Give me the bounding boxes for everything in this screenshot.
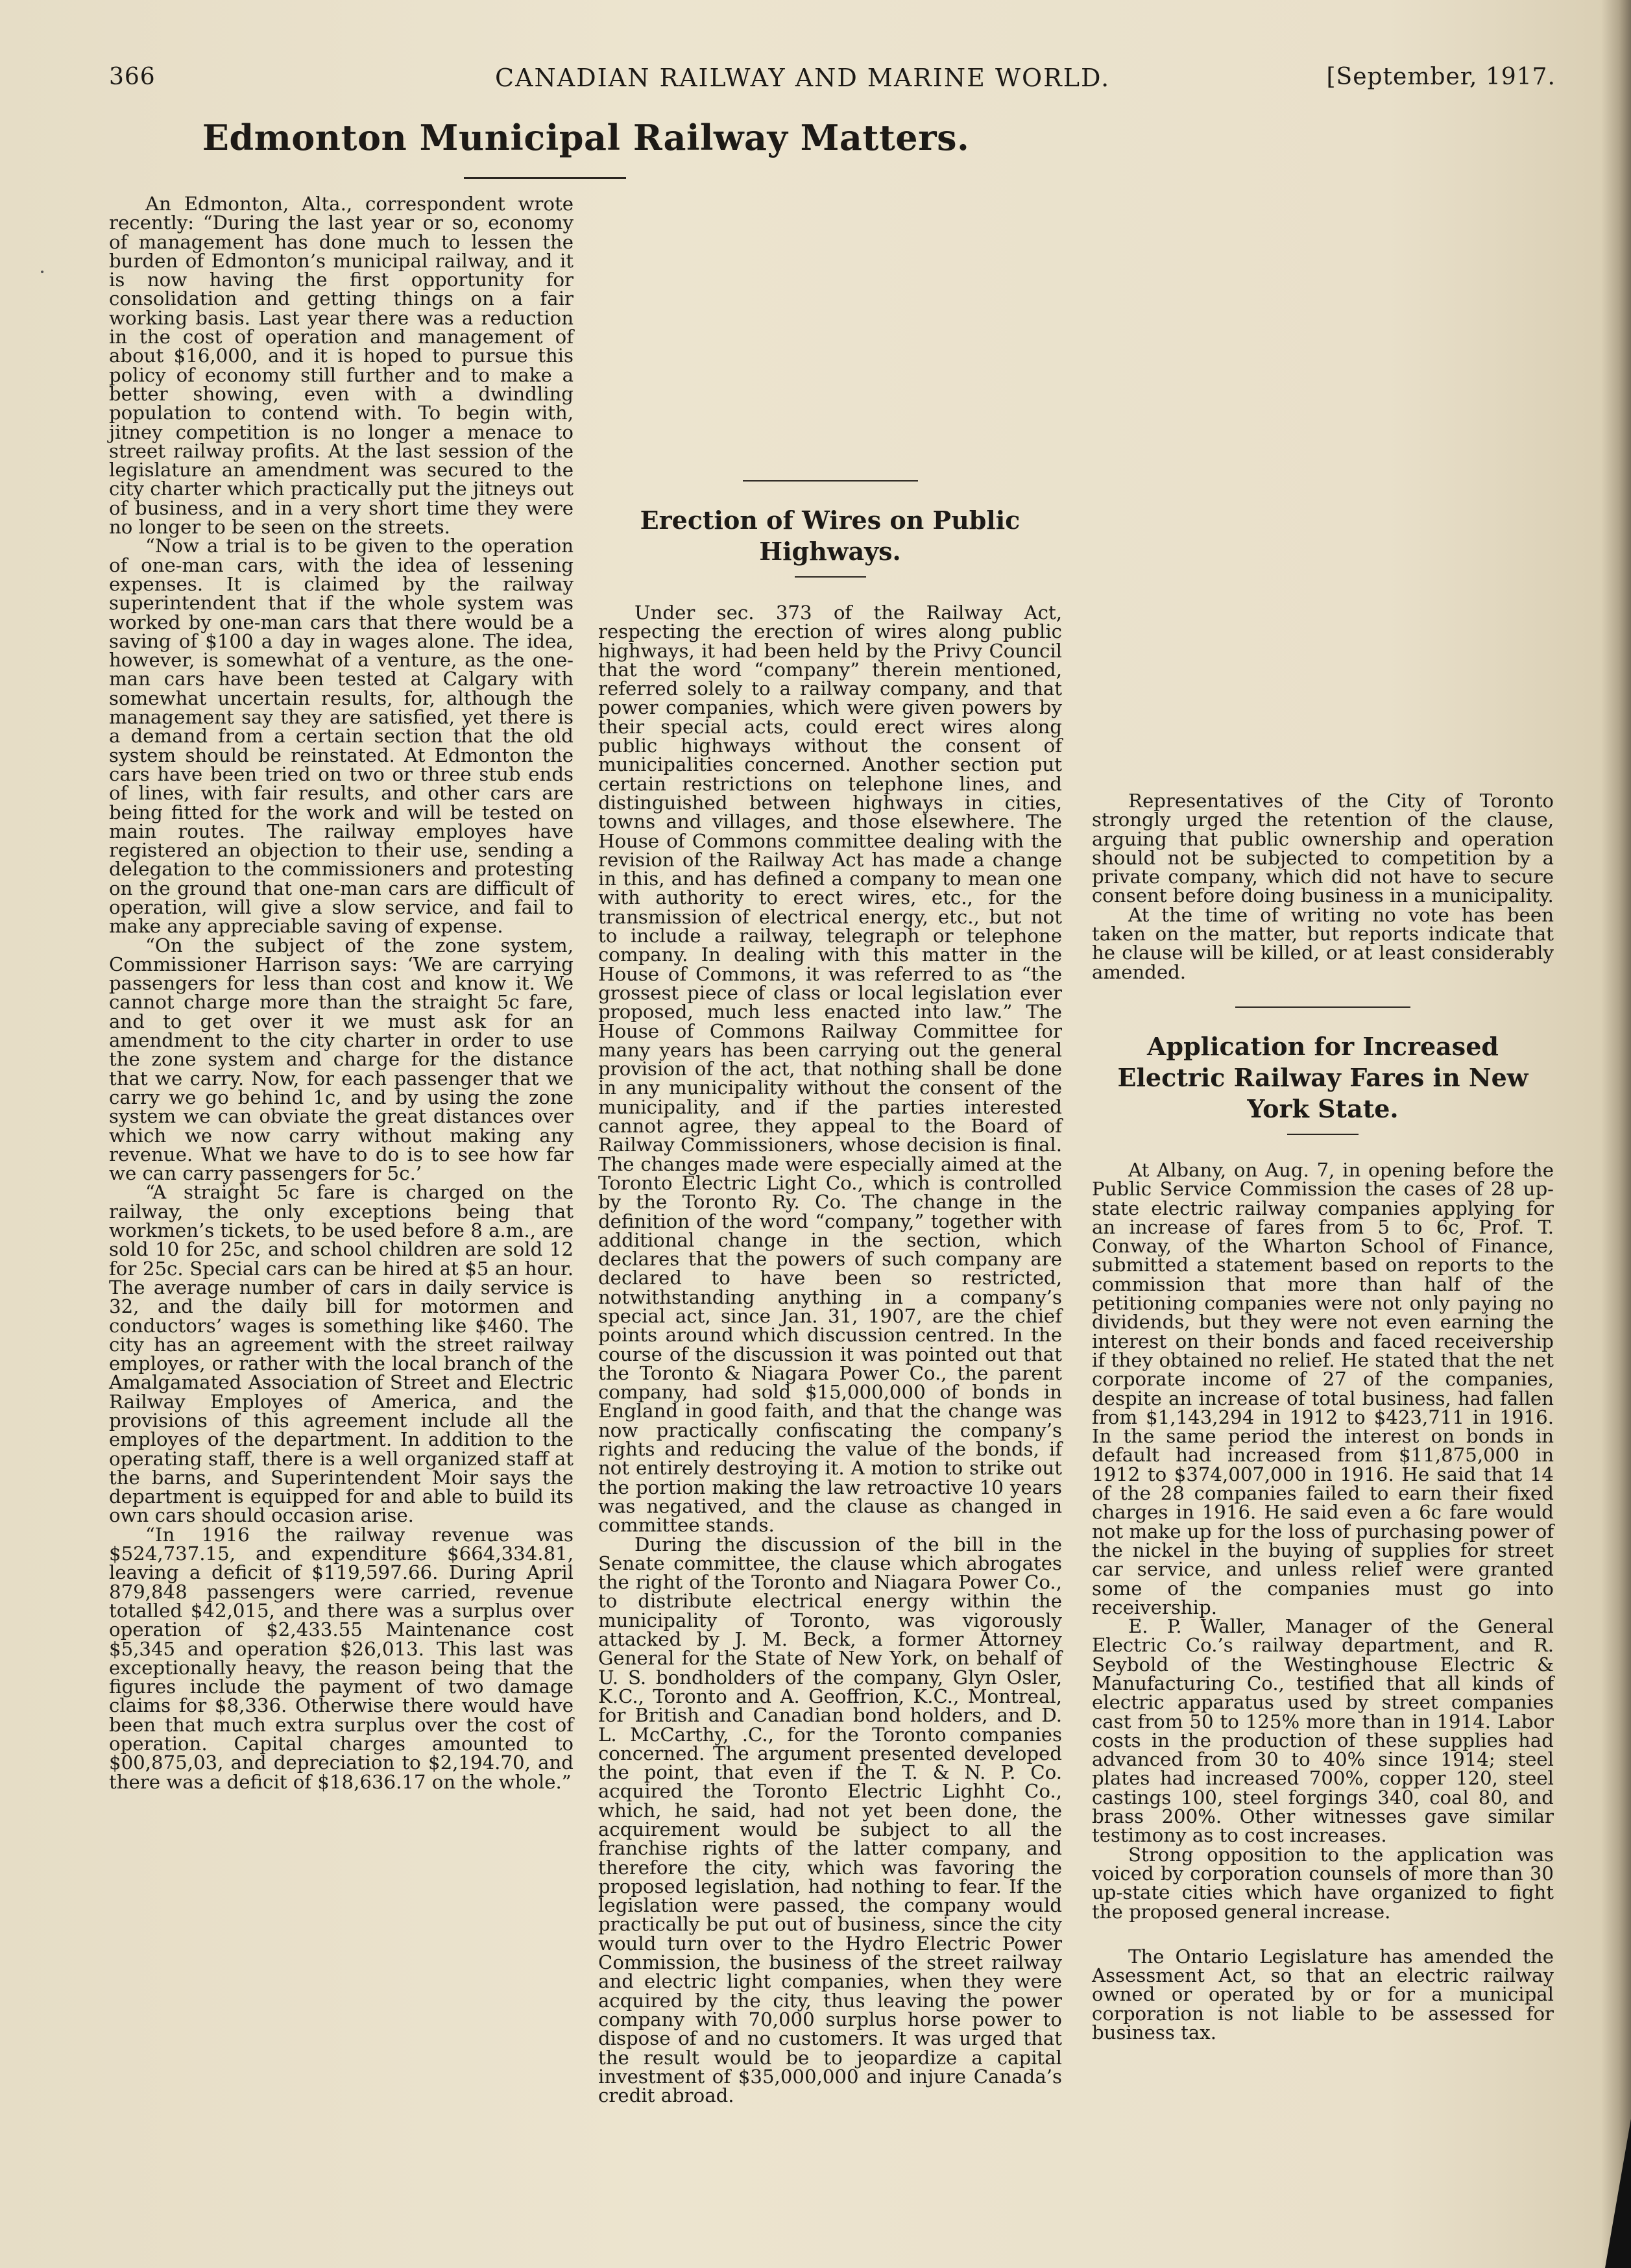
column-3 [1092, 110, 1554, 2042]
article1-paragraph-3: “On the subject of the zone system, Commissioner Harrison says: ‘We are carrying passengers for less than cost and know it. We cannot charge more than the straight 5c fare, and to get over it we must ask for an amendment to the city charter in order to use the zone system and charge for the distance that we carry. Now, for each passenger that we carry we go behind 1c, and by using the zone system we can obviate the great distances over which we now carry without making any revenue. What we have to do is to see how far we can carry passengers for 5c.’ [109, 934, 574, 1185]
publication-title: CANADIAN RAILWAY AND MARINE WORLD. [495, 64, 1111, 92]
article1-paragraph-1: An Edmonton, Alta., correspondent wrote recently: “During the last year or so, economy of management has done much to lessen the burden of Edmonton’s municipal railway, and it is now having the first opportunity for consolidation and getting things on a fair working basis. Last year there was a reduction in the cost of operation and management of about $16,000, and it is hoped to pursue this policy of economy still further and to make a better showing, even with a dwindling population to contend with. To begin with, jitney competition is no longer a menace to street railway profits. At the last session of the legislature an amendment was secured to the city charter which practically put the jitneys out of business, and in a very short time they were no longer to be seen on the streets. [109, 193, 574, 539]
subtitle-rule [1287, 1134, 1359, 1135]
section-divider [1235, 1006, 1410, 1008]
running-header [109, 52, 1556, 91]
article1-paragraph-5: “In 1916 the railway revenue was $524,737.15, and expenditure $664,334.81, leaving a deficit of $119,597.66. During April 879,848 passengers were carried, revenue totalled $42,015, and there was a surplus over operation of $2,433.55 Maintenance cost $5,345 and operation $26,013. This last was exceptionally heavy, the reason being that the figures include the payment of two damage claims for $8,336. Otherwise there would have been that much extra surplus over the cost of operation. Capital charges amounted to $00,875,03, and depreciation to $2,194.70, and there was a deficit of $18,636.17 on the whole.” [109, 1523, 574, 1793]
article1-paragraph-2: “Now a trial is to be given to the operation of one-man cars, with the idea of lessening expenses. It is claimed by the railway superintendent that if the whole system was worked by one-man cars that there would be a saving of $100 a day in wages alone. The idea, however, is somewhat of a venture, as the one-man cars have been tested at Calgary with somewhat uncertain results, for, although the management say they are satisfied, yet there is a demand from a certain section that the old system should be reinstated. At Edmonton the cars have been tried on two or three stub ends of lines, with fair results, and other cars are being fitted for the work and will be tested on main routes. The railway employes have registered an objection to their use, sending a delegation to the commissioners and protesting on the ground that one-man cars are difficult of operation, will give a slow service, and fail to make any appreciable saving of expense. [109, 535, 574, 938]
article-title-edmonton: Edmonton Municipal Railway Matters. [202, 117, 970, 158]
article2-paragraph-2: During the discussion of the bill in the Senate committee, the clause which abrogates the right of the Toronto and Niagara Power Co., to distribute electrical energy within the municipality of Toronto, was vigorously attacked by J. M. Beck, a former Attorney General for the State of New York, on behalf of U. S. bondholders of the company, Glyn Osler, K.C., Toronto and A. Geoffrion, K.C., Montreal, for British and Canadian bond holders, and D. L. McCarthy, .C., for the Toronto companies concerned. The argument presented developed the point, that even if the T. & N. P. Co. acquired the Toronto Electric Lighht Co., which, he said, had not yet been done, the acquirement would be subject to all the franchise rights of the latter company, and therefore the city, which was favoring the proposed legislation, had nothing to fear. If the legislation were passed, the company would practically be put out of business, since the city would turn over to the Hydro Electric Power Commission, the business of the street railway and electric light companies, when they were acquired by the city, thus leaving the power company with 70,000 surplus horse power to dispose of and no customers. It was urged that the result would be to jeopardize a capital investment of $35,000,000 and injure Canada’s credit abroad. [598, 1533, 1062, 2107]
ontario-note: The Ontario Legislature has amended the Assessment Act, so that an electric railway owned or operated by or for a municipal corporation is not liable to be assessed for business tax. [1092, 1945, 1554, 2044]
article-title-wires: Erection of Wires on Public Highways. [640, 506, 1021, 566]
article1-paragraph-4: “A straight 5c fare is charged on the railway, the only exceptions being that workmen’s tickets, to be used before 8 a.m., are sold 10 for 25c, and school children are sold 12 for 25c. Special cars can be hired at $5 an hour. The average number of cars in daily service is 32, and the daily bill for motormen and conductors’ wages is something like $460. The city has an agreement with the street railway employes, or rather with the local branch of the Amalgamated Association of Street and Electric Railway Employes of America, and the provisions of this agreement include all the employes of the department. In addition to the operating staff, there is a well organized staff at the barns, and Superintendent Moir says the department is equipped for and able to build its own cars should occasion arise. [109, 1181, 574, 1527]
page-number: 366 [109, 64, 156, 90]
column-1 [109, 195, 574, 1792]
column-2 [598, 195, 1062, 2105]
page-binding-shadow [1601, 0, 1631, 2268]
article-title-fares: Application for Increased Electric Railway Fares in New York State. [1117, 1031, 1528, 1123]
article3-paragraph-1: At Albany, on Aug. 7, in opening before the Public Service Commission the cases of 28 up-state electric railway companies applying for an increase of fares from 5 to 6c, Prof. T. Conway, of the Wharton School of Finance, submitted a statement based on reports to the commission that more than half of the petitioning companies were not only paying no dividends, but they were not even earning the interest on their bonds and faced receivership if they obtained no relief. He stated that the net corporate income of 27 of the companies, despite an increase of total business, had fallen from $1,143,294 in 1912 to $423,711 in 1916. In the same period the interest on bonds in default had increased from $11,875,000 in 1912 to $374,007,000 in 1916. He said that 14 of the 28 companies failed to earn their fixed charges in 1916. He said even a 6c fare would not make up for the loss of purchasing power of the nickel in the buying of supplies for street car service, and unless relief were granted some of the companies must go into receivership. [1092, 1158, 1554, 1618]
article2-paragraph-1: Under sec. 373 of the Railway Act, respecting the erection of wires along public highways, it had been held by the Privy Council that the word “company” therein mentioned, referred solely to a railway company, and that power companies, which were given powers by their special acts, could erect wires along public highways without the consent of municipalities concerned. Another section put certain restrictions on telephone lines, and distinguished between highways in cities, towns and villages, and those elsewhere. The House of Commons committee dealing with the revision of the Railway Act has made a change in this, and has defined a company to mean one with authority to erect wires, etc., for the transmission of electrical energy, etc., but not to include a railway, telegraph or telephone company. In dealing with this matter in the House of Commons, it was referred to as “the grossest piece of class or local legislation ever proposed, much less enacted into law.” The House of Commons Railway Committee for many years has been carrying out the general provision of the act, that nothing shall be done in any municipality without the consent of the municipality, and if the parties interested cannot agree, they appeal to the Board of Railway Commissioners, whose decision is final. The changes made were especially aimed at the Toronto Electric Light Co., which is controlled by the Toronto Ry. Co. The change in the definition of the word “company,” together with additional change in the section, which declares that the powers of such company are declared to have been so restricted, notwithstanding anything in a company’s special act, since Jan. 31, 1907, are the chief points around which discussion centred. In the course of the discussion it was pointed out that the Toronto & Niagara Power Co., the parent company, had sold $15,000,000 of bonds in England in good faith, and that the change was now practically confiscating the company’s rights and reducing the value of the bonds, if not entirely destroying it. A motion to strike out the portion making the law retroactive 10 years was negatived, and the clause as changed in committee stands. [598, 602, 1062, 1537]
pencil-mark: · [39, 260, 46, 284]
section-divider [743, 480, 918, 482]
article2-paragraph-3: Representatives of the City of Toronto strongly urged the retention of the clause, arguing that public ownership and operation should not be subjected to competition by a private company, which did not have to secure consent before doing business in a municipality. [1092, 790, 1554, 907]
title-rule [464, 177, 626, 179]
page-corner-shadow [1605, 2119, 1631, 2268]
article3-paragraph-2: E. P. Waller, Manager of the General Electric Co.’s railway department, and R. Seybold of the Westinghouse Electric & Manufacturing Co., testified that all kinds of electric apparatus used by street companies cast from 50 to 125% more than in 1914. Labor costs in the production of these supplies had advanced from 30 to 40% since 1914; steel plates had increased 700%, copper 120, steel castings 100, steel forgings 340, coal 80, and brass 200%. Other witnesses gave similar testimony as to cost increases. [1092, 1615, 1554, 1847]
article2-paragraph-4: At the time of writing no vote has been taken on the matter, but reports indicate that he clause will be killed, or at least considerably amended. [1092, 903, 1554, 983]
subtitle-rule [795, 576, 866, 578]
article3-paragraph-3: Strong opposition to the application was voiced by corporation counsels of more than 30 up-state cities which have organized to fight the proposed general increase. [1092, 1843, 1554, 1923]
issue-date: [September, 1917. [1326, 64, 1556, 90]
